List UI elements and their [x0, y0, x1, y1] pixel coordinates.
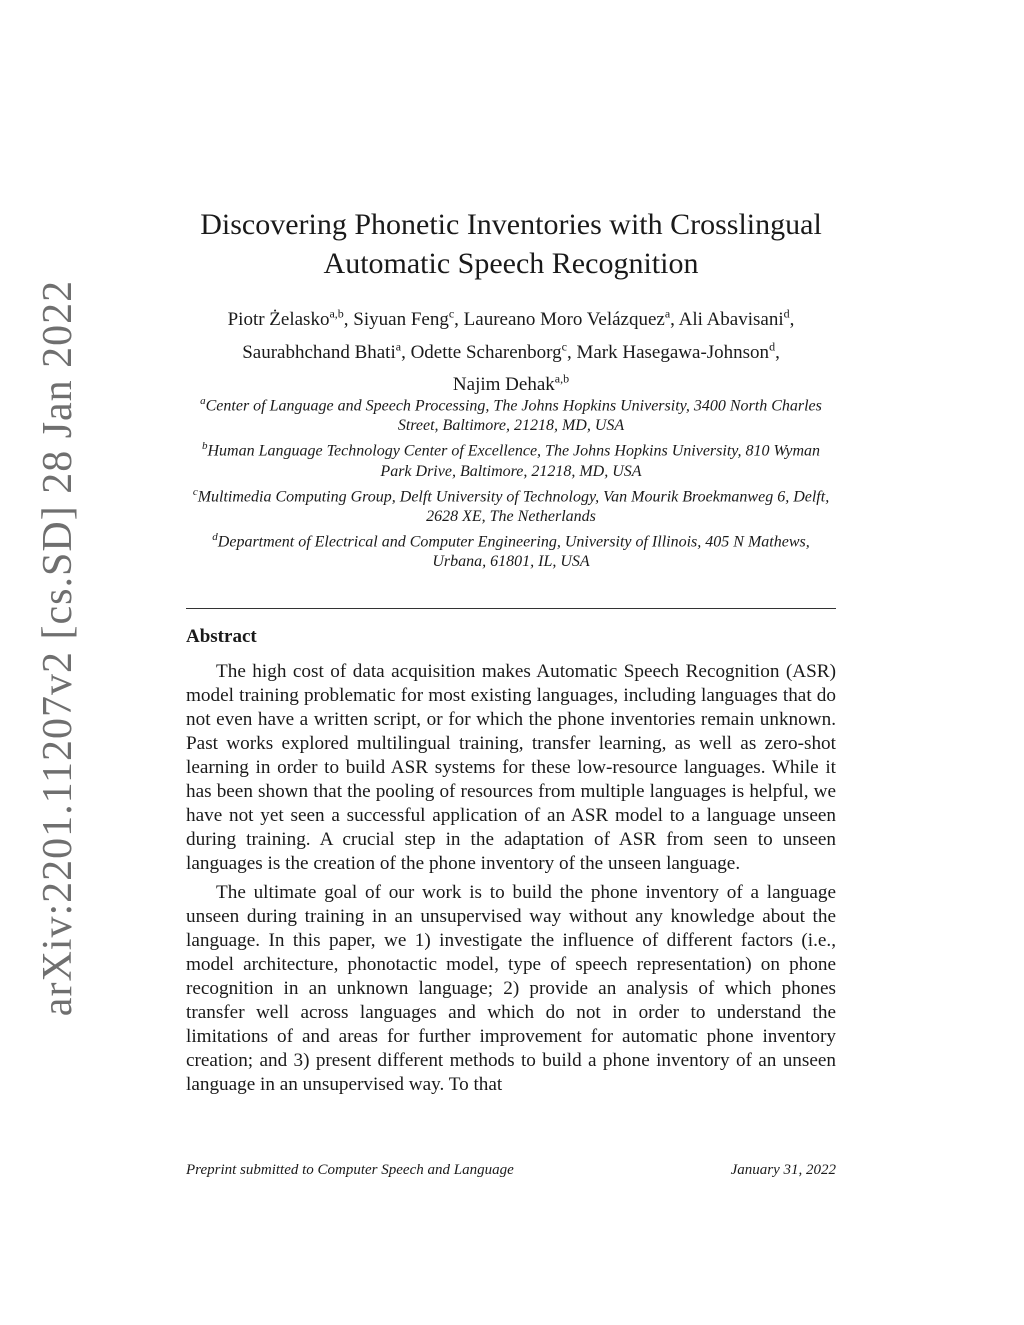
- affiliation: $^b$Human Language Technology Center of Excellence, The Johns Hopkins University, 810 Wyman Park Drive, Baltimore, 21218, MD, USA: [202, 440, 820, 480]
- author: Mark Hasegawa-Johnson$^d$,: [576, 339, 780, 363]
- title-line-1: Discovering Phonetic Inventories with Crosslingual: [200, 208, 822, 241]
- author: Laureano Moro Velázquez$^a$,: [463, 307, 679, 331]
- paper-title: [186, 205, 836, 283]
- footer-venue: Preprint submitted to Computer Speech and Language: [186, 1162, 514, 1178]
- affiliation: $^c$Multimedia Computing Group, Delft University of Technology, Van Mourik Broekmanweg 6, Delft, 2628 XE, The Netherlands: [192, 485, 830, 525]
- abstract-heading: Abstract: [186, 626, 257, 647]
- affiliation: $^a$Center of Language and Speech Processing, The Johns Hopkins University, 3400 North Charles Street, Baltimore, 21218, MD, USA: [200, 395, 822, 435]
- abstract-divider: [186, 608, 836, 609]
- affiliation-list: [186, 391, 836, 572]
- abstract-paragraph: The ultimate goal of our work is to build the phone inventory of a language unseen during training in an unsupervised way without any knowledge about the language. In this paper, we 1) investigate the influence of different factors (i.e., model architecture, phonotactic model, type of speech representation) on phone recognition in an unknown language; 2) provide an analysis of which phones transfer well across languages and which do not in order to understand the limitations of and areas for further improvement for automatic phone inventory creation; and 3) present different methods to build a phone inventory of an unseen language in an unsupervised way. To that: [186, 882, 836, 1095]
- abstract-body: [186, 660, 836, 1102]
- affiliation: $^d$Department of Electrical and Computer Engineering, University of Illinois, 405 N Mathews, Urbana, 61801, IL, USA: [212, 530, 810, 571]
- author: Saurabhchand Bhati$^a$,: [242, 339, 411, 363]
- author-list: [186, 301, 836, 398]
- footer-date: January 31, 2022: [730, 1162, 836, 1178]
- author: Najim Dehak$^{a,b}$: [452, 371, 570, 395]
- author: Siyuan Feng$^c$,: [353, 307, 464, 331]
- arxiv-identifier: arXiv:2201.11207v2 [cs.SD] 28 Jan 2022: [35, 279, 81, 1017]
- title-line-2: Automatic Speech Recognition: [323, 247, 699, 280]
- author: Odette Scharenborg$^c$,: [410, 339, 577, 363]
- author: Piotr Żelasko$^{a,b}$,: [227, 307, 354, 331]
- abstract-paragraph: The high cost of data acquisition makes Automatic Speech Recognition (ASR) model training problematic for most existing languages, including languages that do not even have a written script, or for which the phone inventories remain unknown. Past works explored multilingual training, transfer learning, as well as zero-shot learning in order to build ASR systems for these low-resource languages. While it has been shown that the pooling of resources from multiple languages is helpful, we have not yet seen a successful application of an ASR model to a language unseen during training. A crucial step in the adaptation of ASR from seen to unseen languages is the creation of the phone inventory of the unseen language.: [186, 661, 836, 874]
- author: Ali Abavisani$^d$,: [678, 307, 795, 331]
